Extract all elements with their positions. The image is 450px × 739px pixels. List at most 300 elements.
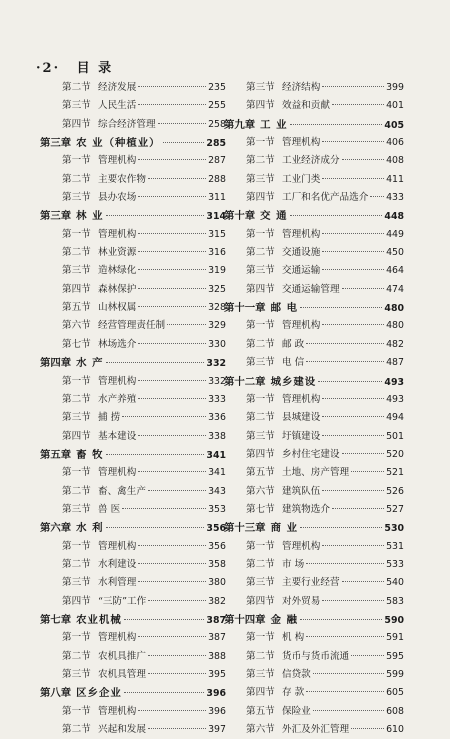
entry-page-number: 406	[386, 137, 404, 149]
toc-section-entry	[62, 538, 226, 556]
entry-label: 第三节	[62, 265, 91, 277]
entry-page-number: 501	[386, 430, 404, 442]
entry-page-number: 450	[386, 247, 404, 259]
dot-leader	[306, 635, 384, 637]
toc-section-entry	[246, 666, 404, 684]
entry-title: 农业机械	[76, 613, 122, 626]
entry-title: 工 业	[260, 118, 288, 131]
entry-page-number: 380	[208, 577, 226, 589]
dot-leader	[322, 397, 384, 399]
entry-title: 建筑队伍	[282, 485, 321, 497]
entry-title: 农 业（种植业）	[76, 137, 161, 150]
toc-section-entry	[62, 97, 226, 115]
entry-page-number: 531	[386, 540, 404, 552]
toc-section-entry	[62, 501, 226, 519]
dot-leader	[138, 268, 206, 270]
dot-leader	[163, 141, 205, 143]
toc-section-entry	[62, 721, 226, 739]
dot-leader	[138, 85, 206, 87]
dot-leader	[138, 287, 206, 289]
toc-chapter-entry	[224, 519, 404, 537]
dot-leader	[148, 489, 206, 491]
entry-page-number: 610	[386, 724, 404, 736]
entry-title: 管理机构	[282, 393, 321, 405]
entry-label: 第一节	[62, 228, 91, 240]
entry-label: 第三章	[40, 137, 72, 150]
page-title: 目 录	[76, 61, 114, 76]
entry-label: 第三节	[62, 577, 91, 589]
toc-chapter-entry	[40, 684, 226, 702]
entry-page-number: 341	[206, 449, 226, 461]
entry-label: 第一节	[62, 467, 91, 479]
entry-title: 交通运输	[282, 265, 321, 277]
toc-section-entry	[246, 483, 404, 501]
entry-label: 第二节	[62, 650, 91, 662]
dot-leader	[322, 232, 384, 234]
toc-section-entry	[246, 409, 404, 427]
entry-title: 山林权属	[98, 302, 137, 314]
toc-section-entry	[62, 226, 226, 244]
entry-title: 林场选介	[98, 338, 137, 350]
entry-title: 工业门类	[282, 173, 321, 185]
entry-page-number: 590	[384, 614, 404, 626]
dot-leader	[306, 342, 384, 344]
dot-leader	[138, 709, 206, 711]
entry-label: 第一节	[246, 393, 275, 405]
toc-section-entry	[62, 574, 226, 592]
toc-section-entry	[246, 703, 404, 721]
toc-section-entry	[246, 189, 404, 207]
dot-leader	[106, 361, 205, 363]
entry-title: 经济结构	[282, 82, 321, 93]
entry-page-number: 336	[208, 412, 226, 424]
dot-leader	[138, 250, 206, 252]
entry-title: 管理机构	[282, 540, 321, 552]
entry-label: 第一节	[62, 705, 91, 717]
entry-label: 第三节	[246, 173, 275, 185]
entry-title: 货币与货币流通	[282, 650, 350, 662]
entry-title: 区乡企业	[76, 687, 122, 700]
entry-title: 管理机构	[98, 467, 137, 479]
dot-leader	[138, 232, 206, 234]
entry-title: 管理机构	[282, 137, 321, 149]
dot-leader	[138, 103, 206, 105]
dot-leader	[300, 306, 382, 308]
toc-chapter-entry	[40, 354, 226, 372]
entry-page-number: 595	[386, 650, 404, 662]
entry-title: 水 利	[76, 522, 104, 535]
entry-page-number: 314	[206, 211, 226, 223]
toc-section-entry	[62, 317, 226, 335]
toc-chapter-entry	[224, 207, 404, 225]
page-number: ·2·	[36, 61, 61, 76]
entry-page-number: 540	[386, 577, 404, 589]
dot-leader	[106, 214, 205, 216]
dot-leader	[351, 470, 384, 472]
entry-title: 农机具管理	[98, 669, 146, 680]
entry-label: 第四节	[246, 448, 275, 460]
entry-title: 邮 电	[270, 302, 298, 315]
dot-leader	[322, 268, 384, 270]
entry-page-number: 411	[386, 173, 404, 185]
dot-leader	[322, 434, 384, 436]
entry-page-number: 258	[208, 118, 226, 130]
toc-section-entry	[246, 281, 404, 299]
entry-label: 第二节	[62, 724, 91, 736]
dot-leader	[322, 85, 384, 87]
entry-page-number: 494	[386, 412, 404, 424]
dot-leader	[124, 618, 205, 620]
entry-title: 县办农场	[98, 192, 137, 204]
entry-page-number: 358	[208, 558, 226, 570]
toc-chapter-entry	[224, 373, 404, 391]
dot-leader	[138, 379, 206, 381]
dot-leader	[138, 635, 206, 637]
entry-page-number: 493	[384, 376, 404, 388]
entry-title: 乡村住宅建设	[282, 448, 340, 460]
entry-label: 第十一章	[224, 302, 266, 315]
entry-title: 效益和贡献	[282, 100, 330, 112]
dot-leader	[138, 470, 206, 472]
entry-title: 水利建设	[98, 558, 137, 570]
entry-page-number: 591	[386, 632, 404, 644]
entry-label: 第三节	[246, 430, 275, 442]
entry-title: 土地、房产管理	[282, 467, 350, 479]
toc-chapter-entry	[40, 611, 226, 629]
toc-section-entry	[246, 171, 404, 189]
entry-page-number: 341	[208, 467, 226, 479]
entry-title: 主要农作物	[98, 173, 146, 185]
entry-title: 农机具推广	[98, 650, 146, 662]
entry-page-number: 285	[206, 138, 226, 150]
entry-label: 第四节	[62, 283, 91, 295]
entry-title: 捕 捞	[98, 412, 121, 424]
entry-label: 第七章	[40, 613, 72, 626]
dot-leader	[138, 434, 206, 436]
entry-page-number: 474	[386, 283, 404, 295]
entry-page-number: 333	[208, 393, 226, 405]
dot-leader	[342, 287, 385, 289]
toc-section-entry	[62, 428, 226, 446]
entry-title: 造林绿化	[98, 265, 137, 277]
entry-page-number: 480	[384, 303, 404, 315]
entry-title: 管理机构	[282, 228, 321, 240]
entry-page-number: 343	[208, 485, 226, 497]
entry-page-number: 255	[208, 100, 226, 112]
entry-title: 兽 医	[98, 503, 121, 515]
entry-title: 存 款	[282, 687, 305, 699]
entry-label: 第三章	[40, 210, 72, 223]
dot-leader	[138, 195, 206, 197]
entry-label: 第三节	[246, 357, 275, 369]
entry-page-number: 480	[386, 320, 404, 332]
entry-page-number: 399	[386, 82, 404, 93]
entry-page-number: 408	[386, 155, 404, 167]
toc-section-entry	[62, 556, 226, 574]
entry-title: 管理机构	[98, 375, 137, 387]
dot-leader	[148, 599, 206, 601]
entry-label: 第四节	[246, 595, 275, 607]
entry-page-number: 316	[208, 247, 226, 259]
toc-left-column	[40, 79, 226, 739]
toc-section-entry	[62, 336, 226, 354]
toc-section-entry	[246, 538, 404, 556]
toc-chapter-entry	[224, 116, 404, 134]
entry-label: 第三节	[62, 412, 91, 424]
toc-section-entry	[62, 262, 226, 280]
entry-label: 第四节	[246, 687, 275, 699]
dot-leader	[122, 415, 206, 417]
entry-label: 第七节	[62, 338, 91, 350]
entry-label: 第二节	[62, 393, 91, 405]
entry-label: 第十章	[224, 210, 256, 223]
dot-leader	[322, 544, 384, 546]
dot-leader	[138, 580, 206, 582]
entry-page-number: 526	[386, 485, 404, 497]
entry-title: 圩镇建设	[282, 430, 321, 442]
entry-label: 第五节	[62, 302, 91, 314]
entry-title: 对外贸易	[282, 595, 321, 607]
entry-label: 第一节	[62, 632, 91, 644]
dot-leader	[318, 380, 382, 382]
entry-label: 第六节	[246, 724, 275, 736]
entry-page-number: 530	[384, 523, 404, 535]
dot-leader	[158, 122, 207, 124]
dot-leader	[138, 305, 206, 307]
entry-page-number: 387	[206, 614, 226, 626]
dot-leader	[138, 342, 206, 344]
toc-section-entry	[62, 281, 226, 299]
toc-section-entry	[246, 721, 404, 739]
entry-title: “三防”工作	[98, 595, 147, 607]
entry-page-number: 405	[384, 119, 404, 131]
entry-label: 第十四章	[224, 613, 266, 626]
entry-page-number: 338	[208, 430, 226, 442]
entry-label: 第一节	[62, 540, 91, 552]
entry-page-number: 330	[208, 338, 226, 350]
dot-leader	[148, 654, 206, 656]
toc-section-entry	[62, 703, 226, 721]
entry-title: 信贷款	[282, 669, 311, 680]
entry-title: 林业资源	[98, 247, 137, 259]
entry-title: 城乡建设	[270, 375, 317, 388]
toc-section-entry	[62, 299, 226, 317]
dot-leader	[332, 507, 384, 509]
dot-leader	[351, 727, 384, 729]
toc-section-entry	[62, 189, 226, 207]
entry-title: 兴起和发展	[98, 724, 146, 736]
entry-page-number: 527	[386, 503, 404, 515]
entry-page-number: 287	[208, 155, 226, 167]
entry-page-number: 599	[386, 669, 404, 680]
entry-label: 第二节	[62, 558, 91, 570]
entry-page-number: 328	[208, 302, 226, 314]
entry-page-number: 388	[208, 650, 226, 662]
entry-label: 第二节	[62, 173, 91, 185]
entry-title: 建筑物选介	[282, 503, 330, 515]
entry-page-number: 315	[208, 228, 226, 240]
entry-title: 管理机构	[98, 228, 137, 240]
entry-label: 第三节	[246, 577, 275, 589]
entry-page-number: 311	[208, 192, 226, 204]
entry-label: 第六节	[246, 485, 275, 497]
toc-section-entry	[62, 629, 226, 647]
toc-section-entry	[62, 171, 226, 189]
entry-title: 金 融	[270, 613, 298, 626]
entry-label: 第二节	[246, 338, 275, 350]
dot-leader	[322, 250, 384, 252]
entry-title: 商 业	[270, 522, 298, 535]
dot-leader	[313, 672, 384, 674]
toc-chapter-entry	[40, 134, 226, 152]
entry-title: 基本建设	[98, 430, 137, 442]
entry-title: 畜 牧	[76, 448, 104, 461]
entry-label: 第八章	[40, 687, 72, 700]
dot-leader	[300, 526, 382, 528]
entry-page-number: 356	[206, 523, 226, 535]
entry-label: 第一节	[246, 320, 275, 332]
toc-section-entry	[62, 116, 226, 134]
entry-title: 市 场	[282, 558, 305, 570]
entry-label: 第五节	[246, 467, 275, 479]
entry-label: 第一节	[246, 137, 275, 149]
dot-leader	[122, 507, 206, 509]
entry-title: 经营管理责任制	[98, 320, 166, 332]
entry-page-number: 464	[386, 265, 404, 277]
dot-leader	[290, 214, 383, 216]
entry-page-number: 332	[208, 375, 226, 387]
entry-label: 第二节	[62, 485, 91, 497]
dot-leader	[290, 123, 383, 125]
entry-page-number: 583	[386, 595, 404, 607]
dot-leader	[306, 360, 384, 362]
entry-page-number: 319	[208, 265, 226, 277]
toc-chapter-entry	[40, 446, 226, 464]
entry-title: 水利管理	[98, 577, 137, 589]
toc-section-entry	[246, 501, 404, 519]
entry-label: 第五章	[40, 448, 72, 461]
entry-label: 第四章	[40, 357, 72, 370]
toc-section-entry	[246, 79, 404, 97]
toc-section-entry	[62, 391, 226, 409]
entry-title: 林 业	[76, 210, 104, 223]
entry-label: 第一节	[246, 632, 275, 644]
entry-title: 管理机构	[98, 632, 137, 644]
dot-leader	[148, 727, 206, 729]
entry-label: 第二节	[246, 558, 275, 570]
entry-label: 第一节	[62, 375, 91, 387]
toc-section-entry	[246, 593, 404, 611]
entry-label: 第三节	[62, 192, 91, 204]
entry-title: 森林保护	[98, 283, 137, 295]
entry-title: 水 产	[76, 357, 104, 370]
entry-page-number: 482	[386, 338, 404, 350]
dot-leader	[138, 158, 206, 160]
entry-label: 第四节	[62, 595, 91, 607]
entry-label: 第二节	[246, 650, 275, 662]
toc-chapter-entry	[40, 519, 226, 537]
dot-leader	[138, 544, 206, 546]
toc-right-column	[224, 79, 404, 739]
entry-label: 第二节	[62, 82, 91, 93]
entry-page-number: 356	[208, 540, 226, 552]
dot-leader	[342, 158, 385, 160]
entry-page-number: 396	[206, 688, 226, 700]
entry-title: 管理机构	[98, 155, 137, 167]
entry-label: 第六节	[62, 320, 91, 332]
entry-page-number: 433	[386, 192, 404, 204]
entry-page-number: 332	[206, 358, 226, 370]
entry-page-number: 329	[208, 320, 226, 332]
dot-leader	[322, 489, 384, 491]
dot-leader	[148, 672, 206, 674]
dot-leader	[313, 709, 384, 711]
dot-leader	[342, 452, 385, 454]
entry-label: 第九章	[224, 118, 256, 131]
entry-page-number: 449	[386, 228, 404, 240]
entry-page-number: 487	[386, 357, 404, 369]
toc-section-entry	[62, 244, 226, 262]
entry-title: 管理机构	[282, 320, 321, 332]
entry-page-number: 325	[208, 283, 226, 295]
dot-leader	[370, 195, 384, 197]
entry-label: 第十二章	[224, 375, 266, 388]
toc-section-entry	[246, 464, 404, 482]
toc-section-entry	[62, 464, 226, 482]
toc-section-entry	[62, 593, 226, 611]
dot-leader	[351, 654, 384, 656]
dot-leader	[148, 177, 206, 179]
entry-label: 第二节	[246, 155, 275, 167]
entry-page-number: 395	[208, 669, 226, 680]
entry-title: 水产养殖	[98, 393, 137, 405]
entry-label: 第四节	[246, 100, 275, 112]
toc-chapter-entry	[40, 207, 226, 225]
toc-section-entry	[246, 574, 404, 592]
toc-section-entry	[246, 391, 404, 409]
entry-title: 保险业	[282, 705, 311, 717]
entry-label: 第三节	[246, 669, 275, 680]
entry-page-number: 608	[386, 705, 404, 717]
dot-leader	[342, 580, 385, 582]
dot-leader	[167, 323, 206, 325]
entry-label: 第一节	[246, 228, 275, 240]
dot-leader	[138, 562, 206, 564]
dot-leader	[124, 691, 205, 693]
entry-label: 第四节	[62, 118, 91, 130]
toc-section-entry	[62, 152, 226, 170]
entry-label: 第三节	[62, 669, 91, 680]
entry-page-number: 448	[384, 211, 404, 223]
entry-page-number: 605	[386, 687, 404, 699]
toc-section-entry	[246, 629, 404, 647]
toc-section-entry	[246, 556, 404, 574]
entry-title: 管理机构	[98, 540, 137, 552]
entry-label: 第七节	[246, 503, 275, 515]
entry-title: 县城建设	[282, 412, 321, 424]
entry-page-number: 493	[386, 393, 404, 405]
dot-leader	[300, 618, 382, 620]
entry-page-number: 397	[208, 724, 226, 736]
entry-title: 机 构	[282, 632, 305, 644]
entry-title: 交通设施	[282, 247, 321, 259]
entry-page-number: 382	[208, 595, 226, 607]
entry-page-number: 533	[386, 558, 404, 570]
toc-section-entry	[246, 226, 404, 244]
entry-page-number: 288	[208, 173, 226, 185]
entry-label: 第四节	[62, 430, 91, 442]
dot-leader	[306, 690, 384, 692]
